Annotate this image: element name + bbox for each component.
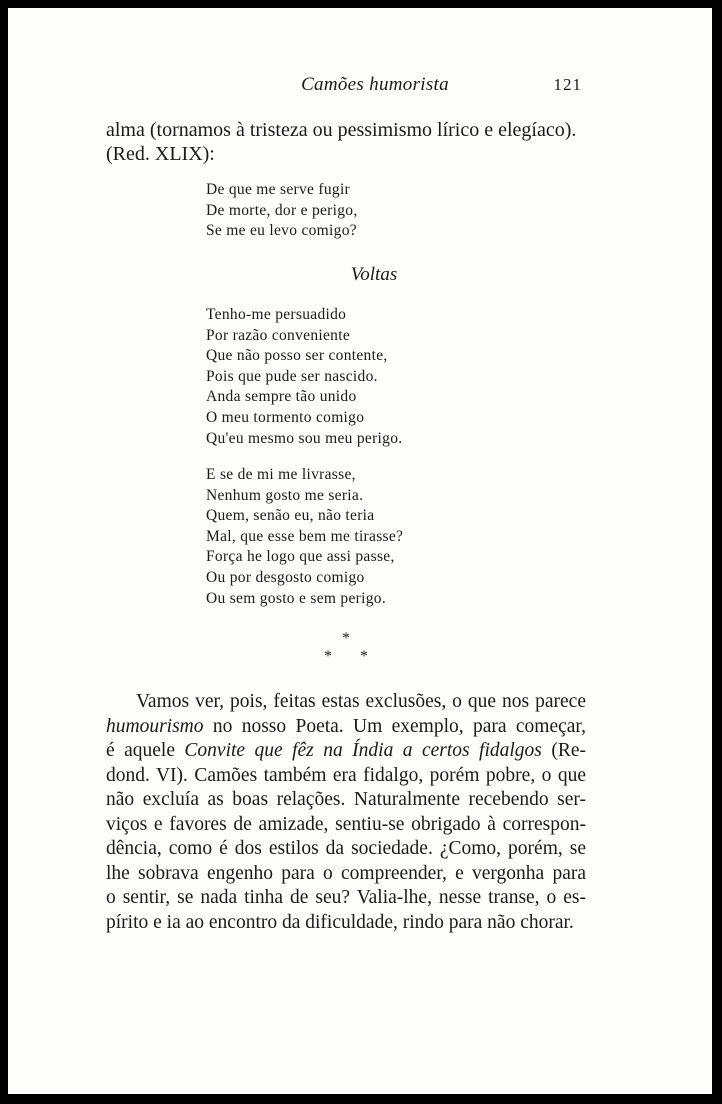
intro-line: (Red. XLIX): <box>106 143 215 165</box>
verse-line: Por razão conveniente <box>206 326 351 344</box>
verse-line: De morte, dor e perigo, <box>206 201 358 219</box>
paragraph-line: não excluía as boas relações. Naturalmente recebendo ser- <box>106 789 586 810</box>
verse-line: Tenho-me persuadido <box>206 306 347 323</box>
paragraph-line: lhe sobrava engenho para o compreender, e vergonha para <box>106 862 586 884</box>
verse-stanza-1 <box>206 305 402 449</box>
running-title: Camões humorista <box>301 74 449 95</box>
intro-text <box>106 118 586 166</box>
verse-line: Anda sempre tão unido <box>206 388 357 406</box>
paragraph-line: Vamos ver, pois, feitas estas exclusões, o que nos parece <box>136 691 586 712</box>
page-number: 121 <box>553 75 582 94</box>
verse-line: Ou sem gosto e sem perigo. <box>206 589 386 607</box>
voltas-heading: Voltas <box>350 264 398 285</box>
line-text: é aquele <box>106 740 185 761</box>
verse-line: Pois que pude ser nascido. <box>206 367 378 385</box>
paragraph-line: dond. VI). Camões também era fidalgo, porém pobre, o que <box>106 764 586 786</box>
line-text: (Re- <box>541 740 586 761</box>
line-text: no nosso Poeta. Um exemplo, para começar, <box>203 715 586 737</box>
verse-line: Nenhum gosto me seria. <box>206 486 364 504</box>
verse-stanza-mote <box>206 180 358 242</box>
paragraph-line <box>106 739 586 764</box>
verse-line: Se me eu levo comigo? <box>206 222 357 240</box>
verse-line: O meu tormento comigo <box>206 408 365 426</box>
verse-line: Ou por desgosto comigo <box>206 568 365 586</box>
verse-line: Qu'eu mesmo sou meu perigo. <box>206 429 403 447</box>
intro-line: alma (tornamos à tristeza ou pessimismo lírico e elegíaco). <box>106 119 577 141</box>
body-paragraph <box>106 690 586 935</box>
paragraph-line: pírito e ia ao encontro da dificuldade, rindo para não chorar. <box>106 911 574 933</box>
asterism-divider <box>322 630 382 670</box>
verse-line: Mal, que esse bem me tirasse? <box>206 527 404 545</box>
paragraph-line <box>106 715 586 740</box>
paragraph-line: dência, como é dos estilos da sociedade. ¿Como, porém, se <box>106 838 586 859</box>
verse-line: E se de mi me livrasse, <box>206 466 356 483</box>
asterisk: * <box>324 648 332 665</box>
page-header <box>8 74 712 100</box>
paragraph-line: o sentir, se nada tinha de seu? Valia-lhe, nesse transe, o es- <box>106 887 586 908</box>
book-page <box>8 8 712 1094</box>
verse-stanza-2 <box>206 465 403 609</box>
paragraph-line: viços e favores de amizade, sentiu-se obrigado à correspon- <box>106 813 586 835</box>
italic-title: Convite que fêz na Índia a certos fidalgos <box>184 740 542 761</box>
verse-line: Força he logo que assi passe, <box>206 548 395 566</box>
verse-line: Que não posso ser contente, <box>206 347 388 365</box>
asterisk: * <box>342 630 350 647</box>
verse-line: De que me serve fugir <box>206 181 351 198</box>
verse-line: Quem, senão eu, não teria <box>206 507 375 525</box>
italic-term: humourismo <box>106 715 204 737</box>
asterisk: * <box>360 648 368 665</box>
